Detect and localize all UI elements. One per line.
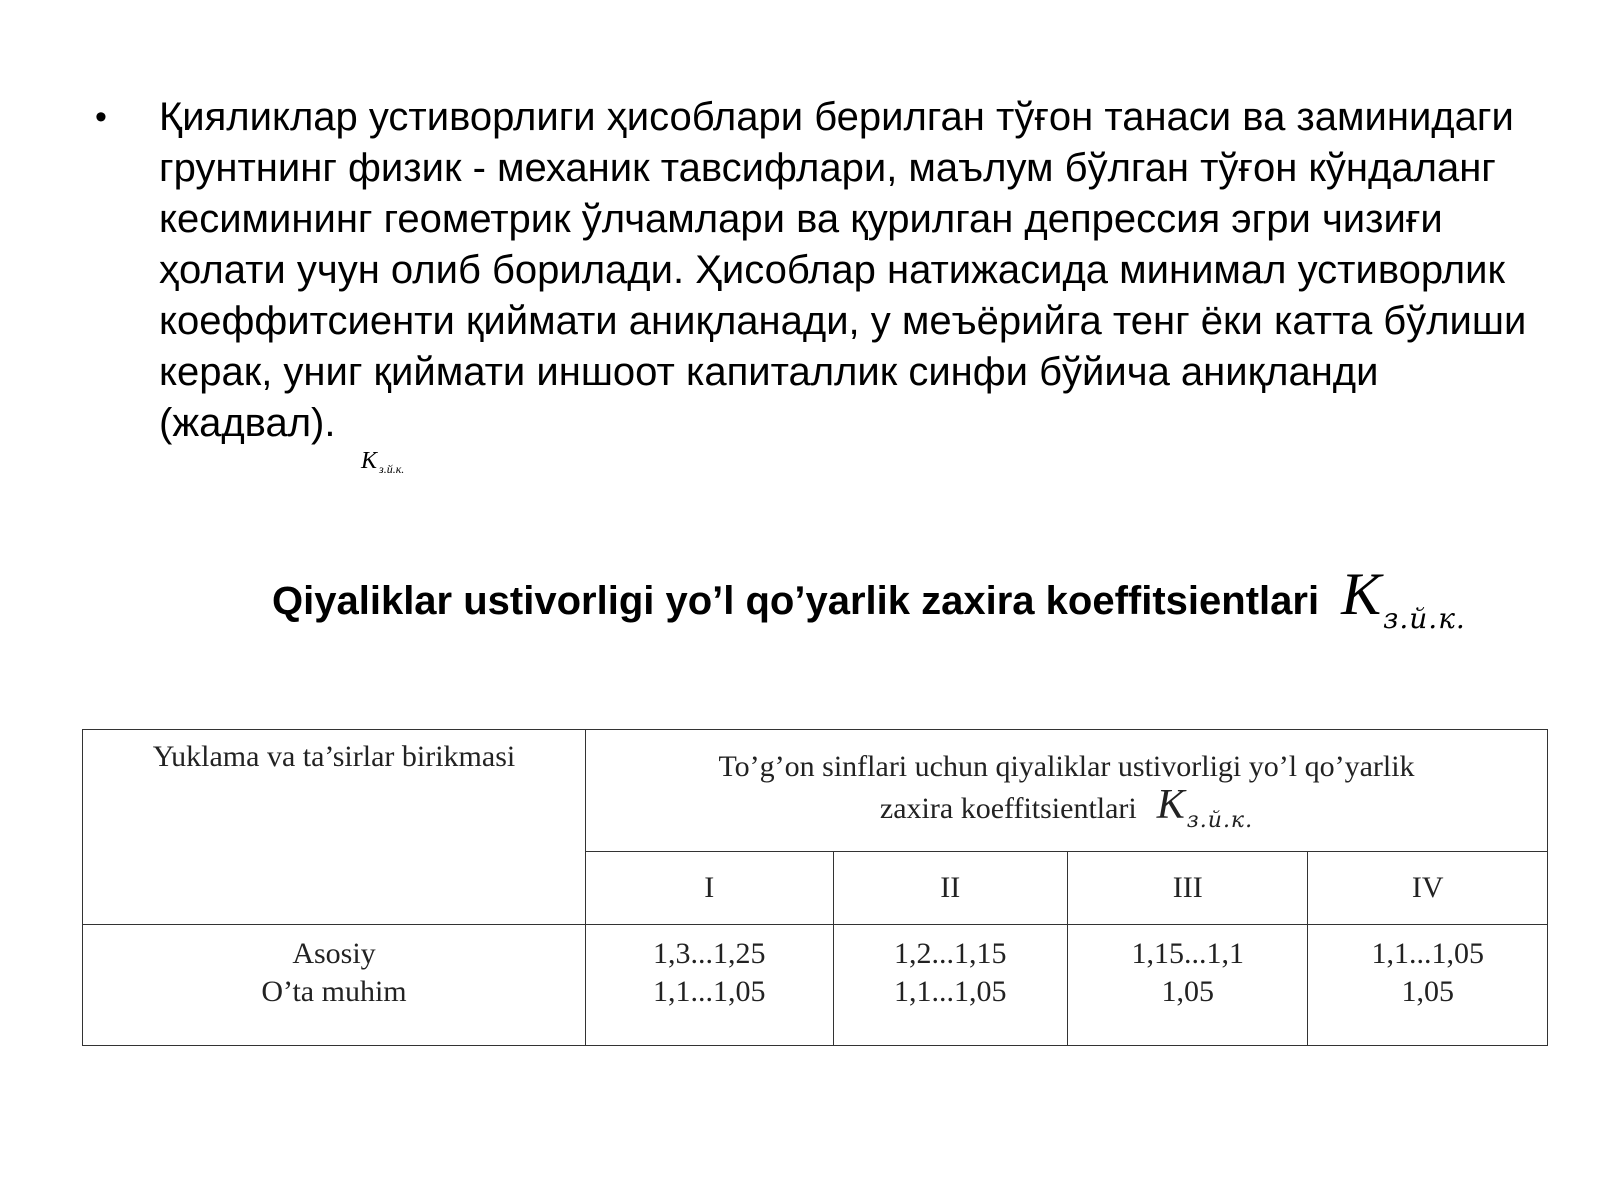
value-cell xyxy=(586,925,834,1046)
value-main: 1,2...1,15 xyxy=(894,937,1007,970)
symbol-k-letter: K xyxy=(361,448,378,474)
value-special: 1,1...1,05 xyxy=(653,975,766,1008)
bullet-marker: • xyxy=(95,98,107,136)
group-header-line1: To’g’on sinflari uchun qiyaliklar ustivorligi yo’l qo’yarlik xyxy=(718,750,1415,783)
table-header-row xyxy=(83,730,1548,852)
class-header-cell: IV xyxy=(1308,851,1548,924)
value-main: 1,3...1,25 xyxy=(653,937,766,970)
class-header-cell: I xyxy=(586,851,834,924)
coefficient-table xyxy=(82,729,1548,1046)
table-title xyxy=(272,560,1466,635)
group-header-cell xyxy=(586,730,1548,852)
value-cell xyxy=(1067,925,1307,1046)
value-cell xyxy=(833,925,1067,1046)
load-type-main: Asosiy xyxy=(292,937,376,970)
group-header-line2-text: zaxira koeffitsientlari xyxy=(879,792,1137,825)
symbol-k-subscript: з.й.к. xyxy=(379,462,405,476)
table-title-symbol-letter: K xyxy=(1341,561,1382,627)
table-data-row xyxy=(83,925,1548,1046)
value-special: 1,05 xyxy=(1401,975,1454,1008)
value-special: 1,05 xyxy=(1161,975,1214,1008)
table-title-text: Qiyaliklar ustivorligi yo’l qo’yarlik zaxira koeffitsientlari xyxy=(272,579,1320,623)
value-special: 1,1...1,05 xyxy=(894,975,1007,1008)
bullet-paragraph xyxy=(95,92,1535,449)
value-main: 1,1...1,05 xyxy=(1371,937,1484,970)
load-header-cell xyxy=(83,730,586,925)
load-header-text: Yuklama va ta’sirlar birikmasi xyxy=(152,740,516,773)
group-header-line2 xyxy=(586,782,1547,833)
group-header-symbol-letter: K xyxy=(1156,782,1185,828)
group-header-symbol xyxy=(1156,782,1254,833)
group-header-symbol-subscript: з.й.к. xyxy=(1186,808,1254,833)
symbol-k-small xyxy=(361,448,404,475)
bullet-text: Қияликлар устиворлиги ҳисоблари берилган тўғон танаси ва заминидаги грунтнинг физик - механик тавсифлари, маълум бўлган тўғон кўндаланг кесимининг геометрик ўлчамлари ва қурилган депрессия эгри чизиғи ҳолати учун олиб борилади. Ҳисоблар натижасида минимал устиворлик коеффитсиенти қиймати аниқланади, у меъёрийга тенг ёки катта бўлиши керак, униг қиймати иншоот капиталлик синфи бўйича аниқланди (жадвал). xyxy=(159,95,1527,445)
class-header-cell: II xyxy=(833,851,1067,924)
load-type-special: O’ta muhim xyxy=(261,975,407,1008)
class-header-cell: III xyxy=(1067,851,1307,924)
table-title-symbol xyxy=(1341,561,1466,635)
value-main: 1,15...1,1 xyxy=(1131,937,1244,970)
value-cell xyxy=(1308,925,1548,1046)
load-type-cell xyxy=(83,925,586,1046)
table-title-symbol-subscript: з.й.к. xyxy=(1383,602,1466,635)
